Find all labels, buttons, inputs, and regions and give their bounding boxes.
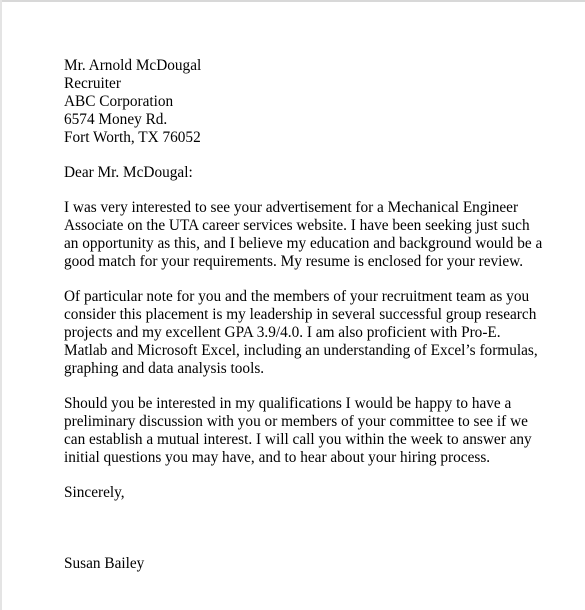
paragraph-line: Of particular note for you and the members of your recruitment team as you [64, 288, 530, 305]
signature [64, 555, 564, 573]
salutation-text: Dear Mr. McDougal: [64, 164, 193, 181]
paragraph-line: Should you be interested in my qualifications I would be happy to have a [64, 395, 512, 412]
recipient-city-state-zip: Fort Worth, TX 76052 [64, 129, 201, 146]
paragraph-line: Matlab and Microsoft Excel, including an understanding of Excel’s formulas, [64, 342, 538, 359]
paragraph-line: preliminary discussion with you or members of your committee to see if we [64, 413, 528, 430]
closing-text: Sincerely, [64, 484, 125, 501]
paragraph-line: can establish a mutual interest. I will call you within the week to answer any [64, 431, 532, 448]
paragraph-line: graphing and data analysis tools. [64, 360, 265, 377]
recipient-title: Recruiter [64, 75, 121, 92]
paragraph-line: Associate on the UTA career services website. I have been seeking just such [64, 217, 530, 234]
recipient-address-block [64, 57, 564, 147]
page-top-edge [0, 0, 585, 2]
paragraph-line: consider this placement is my leadership in several successful group research [64, 306, 537, 323]
paragraph-line: projects and my excellent GPA 3.9/4.0. I am also proficient with Pro-E. [64, 324, 501, 341]
closing [64, 484, 564, 502]
paragraph-follow-up [64, 395, 564, 467]
page-left-edge [0, 0, 2, 610]
paragraph-line: good match for your requirements. My resume is enclosed for your review. [64, 253, 524, 270]
paragraph-qualifications [64, 288, 564, 378]
recipient-name: Mr. Arnold McDougal [64, 57, 202, 74]
paragraph-line: an opportunity as this, and I believe my education and background would be a [64, 235, 543, 252]
recipient-street: 6574 Money Rd. [64, 111, 168, 128]
salutation [64, 164, 564, 182]
paragraph-line: I was very interested to see your advertisement for a Mechanical Engineer [64, 199, 519, 216]
paragraph-interest [64, 199, 564, 271]
recipient-company: ABC Corporation [64, 93, 174, 110]
signature-name: Susan Bailey [64, 555, 145, 572]
cover-letter [64, 57, 564, 573]
paragraph-line: initial questions you may have, and to hear about your hiring process. [64, 449, 491, 466]
